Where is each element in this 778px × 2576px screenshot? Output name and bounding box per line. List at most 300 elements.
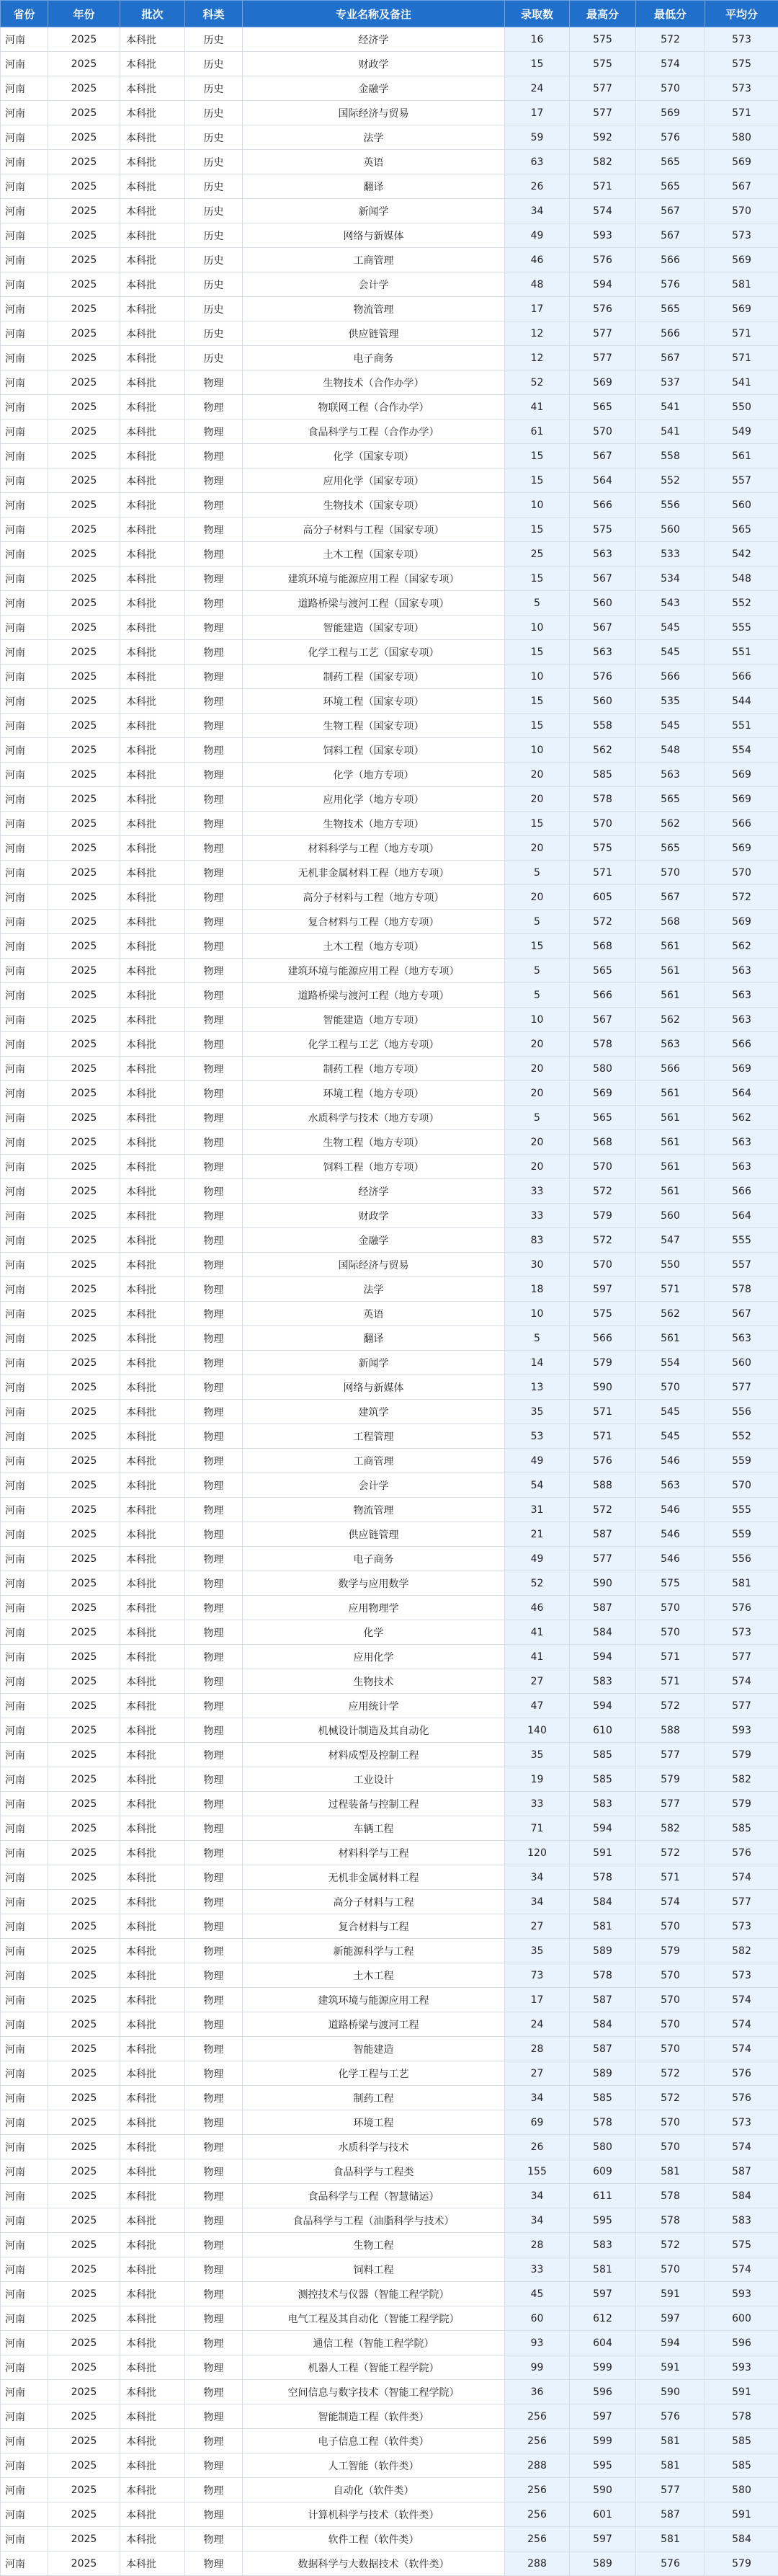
province-cell: 河南 — [1, 2331, 48, 2355]
lowest-score-cell: 569 — [636, 101, 705, 125]
average-score-cell: 563 — [705, 1130, 778, 1155]
subject-category-cell: 历史 — [185, 272, 243, 297]
lowest-score-cell: 574 — [636, 52, 705, 76]
batch-cell: 本科批 — [120, 174, 185, 199]
subject-category-cell: 物理 — [185, 2429, 243, 2453]
subject-category-cell: 历史 — [185, 101, 243, 125]
province-cell: 河南 — [1, 1473, 48, 1498]
year-cell: 2025 — [48, 395, 120, 419]
province-cell: 河南 — [1, 567, 48, 591]
average-score-cell: 562 — [705, 934, 778, 959]
year-cell: 2025 — [48, 2184, 120, 2208]
batch-cell: 本科批 — [120, 1057, 185, 1081]
subject-category-cell: 物理 — [185, 2551, 243, 2576]
table-row — [1, 2208, 778, 2233]
lowest-score-cell: 567 — [636, 885, 705, 910]
admitted-count-cell: 256 — [505, 2478, 570, 2502]
header-average-score: 平均分 — [705, 1, 778, 27]
subject-category-cell: 物理 — [185, 1081, 243, 1106]
average-score-cell: 542 — [705, 542, 778, 567]
admitted-count-cell: 15 — [505, 468, 570, 493]
year-cell: 2025 — [48, 321, 120, 346]
highest-score-cell: 575 — [570, 1302, 636, 1326]
subject-category-cell: 物理 — [185, 1890, 243, 1914]
subject-category-cell: 物理 — [185, 616, 243, 640]
province-cell: 河南 — [1, 1449, 48, 1473]
table-row — [1, 1204, 778, 1228]
admitted-count-cell: 83 — [505, 1228, 570, 1253]
subject-category-cell: 物理 — [185, 2012, 243, 2037]
province-cell: 河南 — [1, 2037, 48, 2061]
province-cell: 河南 — [1, 1865, 48, 1890]
lowest-score-cell: 560 — [636, 1204, 705, 1228]
province-cell: 河南 — [1, 1179, 48, 1204]
major-name-cell: 无机非金属材料工程（地方专项） — [243, 861, 505, 885]
average-score-cell: 583 — [705, 2208, 778, 2233]
lowest-score-cell: 571 — [636, 1865, 705, 1890]
major-name-cell: 供应链管理 — [243, 1522, 505, 1547]
highest-score-cell: 577 — [570, 101, 636, 125]
batch-cell: 本科批 — [120, 2208, 185, 2233]
year-cell: 2025 — [48, 1375, 120, 1400]
subject-category-cell: 历史 — [185, 223, 243, 248]
table-row — [1, 2429, 778, 2453]
lowest-score-cell: 572 — [636, 1694, 705, 1718]
major-name-cell: 财政学 — [243, 1204, 505, 1228]
subject-category-cell: 物理 — [185, 2135, 243, 2159]
highest-score-cell: 576 — [570, 248, 636, 272]
admitted-count-cell: 34 — [505, 1865, 570, 1890]
table-row — [1, 468, 778, 493]
batch-cell: 本科批 — [120, 493, 185, 518]
admitted-count-cell: 52 — [505, 1571, 570, 1596]
highest-score-cell: 596 — [570, 2380, 636, 2404]
admitted-count-cell: 61 — [505, 419, 570, 444]
year-cell: 2025 — [48, 2429, 120, 2453]
average-score-cell: 579 — [705, 1792, 778, 1816]
highest-score-cell: 595 — [570, 2453, 636, 2478]
lowest-score-cell: 565 — [636, 787, 705, 812]
batch-cell: 本科批 — [120, 738, 185, 763]
subject-category-cell: 物理 — [185, 763, 243, 787]
lowest-score-cell: 571 — [636, 1277, 705, 1302]
admitted-count-cell: 256 — [505, 2502, 570, 2527]
subject-category-cell: 物理 — [185, 1375, 243, 1400]
lowest-score-cell: 581 — [636, 2159, 705, 2184]
average-score-cell: 544 — [705, 689, 778, 714]
average-score-cell: 584 — [705, 2184, 778, 2208]
average-score-cell: 570 — [705, 199, 778, 223]
admitted-count-cell: 18 — [505, 1277, 570, 1302]
subject-category-cell: 物理 — [185, 1351, 243, 1375]
highest-score-cell: 579 — [570, 1204, 636, 1228]
highest-score-cell: 584 — [570, 1620, 636, 1645]
admitted-count-cell: 41 — [505, 1620, 570, 1645]
table-row — [1, 1522, 778, 1547]
admitted-count-cell: 17 — [505, 1988, 570, 2012]
lowest-score-cell: 570 — [636, 861, 705, 885]
batch-cell: 本科批 — [120, 861, 185, 885]
table-row — [1, 1155, 778, 1179]
lowest-score-cell: 587 — [636, 2502, 705, 2527]
highest-score-cell: 564 — [570, 468, 636, 493]
table-row — [1, 542, 778, 567]
admitted-count-cell: 20 — [505, 787, 570, 812]
subject-category-cell: 物理 — [185, 861, 243, 885]
subject-category-cell: 物理 — [185, 1228, 243, 1253]
year-cell: 2025 — [48, 2086, 120, 2110]
major-name-cell: 新能源科学与工程 — [243, 1939, 505, 1963]
major-name-cell: 化学工程与工艺（国家专项） — [243, 640, 505, 665]
table-row — [1, 1743, 778, 1767]
admitted-count-cell: 24 — [505, 76, 570, 101]
highest-score-cell: 589 — [570, 2061, 636, 2086]
table-row — [1, 223, 778, 248]
lowest-score-cell: 576 — [636, 125, 705, 150]
batch-cell: 本科批 — [120, 1522, 185, 1547]
average-score-cell: 573 — [705, 1963, 778, 1988]
table-row — [1, 1032, 778, 1057]
highest-score-cell: 578 — [570, 1032, 636, 1057]
year-cell: 2025 — [48, 444, 120, 468]
province-cell: 河南 — [1, 1375, 48, 1400]
province-cell: 河南 — [1, 1204, 48, 1228]
province-cell: 河南 — [1, 2306, 48, 2331]
major-name-cell: 自动化（软件类） — [243, 2478, 505, 2502]
highest-score-cell: 571 — [570, 861, 636, 885]
major-name-cell: 道路桥梁与渡河工程（地方专项） — [243, 983, 505, 1008]
highest-score-cell: 595 — [570, 2208, 636, 2233]
average-score-cell: 587 — [705, 2159, 778, 2184]
year-cell: 2025 — [48, 2110, 120, 2135]
table-row — [1, 395, 778, 419]
admitted-count-cell: 48 — [505, 272, 570, 297]
major-name-cell: 应用化学（国家专项） — [243, 468, 505, 493]
batch-cell: 本科批 — [120, 1277, 185, 1302]
admitted-count-cell: 27 — [505, 2061, 570, 2086]
major-name-cell: 食品科学与工程（油脂科学与技术） — [243, 2208, 505, 2233]
admitted-count-cell: 256 — [505, 2429, 570, 2453]
province-cell: 河南 — [1, 2551, 48, 2576]
batch-cell: 本科批 — [120, 1130, 185, 1155]
highest-score-cell: 587 — [570, 1522, 636, 1547]
lowest-score-cell: 562 — [636, 1302, 705, 1326]
year-cell: 2025 — [48, 150, 120, 174]
year-cell: 2025 — [48, 542, 120, 567]
average-score-cell: 582 — [705, 1767, 778, 1792]
admitted-count-cell: 52 — [505, 370, 570, 395]
admitted-count-cell: 46 — [505, 248, 570, 272]
highest-score-cell: 578 — [570, 787, 636, 812]
highest-score-cell: 589 — [570, 1939, 636, 1963]
lowest-score-cell: 578 — [636, 2184, 705, 2208]
lowest-score-cell: 561 — [636, 1081, 705, 1106]
year-cell: 2025 — [48, 2012, 120, 2037]
lowest-score-cell: 582 — [636, 1816, 705, 1841]
province-cell: 河南 — [1, 861, 48, 885]
year-cell: 2025 — [48, 1204, 120, 1228]
subject-category-cell: 物理 — [185, 959, 243, 983]
lowest-score-cell: 571 — [636, 1645, 705, 1669]
lowest-score-cell: 543 — [636, 591, 705, 616]
major-name-cell: 食品科学与工程（合作办学） — [243, 419, 505, 444]
batch-cell: 本科批 — [120, 2306, 185, 2331]
average-score-cell: 574 — [705, 2135, 778, 2159]
subject-category-cell: 物理 — [185, 1767, 243, 1792]
lowest-score-cell: 590 — [636, 2380, 705, 2404]
batch-cell: 本科批 — [120, 1645, 185, 1669]
table-row — [1, 885, 778, 910]
highest-score-cell: 572 — [570, 1179, 636, 1204]
subject-category-cell: 物理 — [185, 1914, 243, 1939]
admitted-count-cell: 10 — [505, 738, 570, 763]
year-cell: 2025 — [48, 1743, 120, 1767]
average-score-cell: 569 — [705, 763, 778, 787]
lowest-score-cell: 572 — [636, 2061, 705, 2086]
batch-cell: 本科批 — [120, 2453, 185, 2478]
highest-score-cell: 565 — [570, 959, 636, 983]
batch-cell: 本科批 — [120, 885, 185, 910]
major-name-cell: 供应链管理 — [243, 321, 505, 346]
admitted-count-cell: 46 — [505, 1596, 570, 1620]
year-cell: 2025 — [48, 27, 120, 52]
year-cell: 2025 — [48, 2257, 120, 2282]
table-row — [1, 1792, 778, 1816]
admitted-count-cell: 20 — [505, 1032, 570, 1057]
highest-score-cell: 589 — [570, 2551, 636, 2576]
subject-category-cell: 物理 — [185, 2233, 243, 2257]
subject-category-cell: 物理 — [185, 1449, 243, 1473]
batch-cell: 本科批 — [120, 959, 185, 983]
batch-cell: 本科批 — [120, 101, 185, 125]
table-row — [1, 1620, 778, 1645]
admitted-count-cell: 20 — [505, 836, 570, 861]
year-cell: 2025 — [48, 1865, 120, 1890]
lowest-score-cell: 550 — [636, 1253, 705, 1277]
table-row — [1, 444, 778, 468]
admitted-count-cell: 31 — [505, 1498, 570, 1522]
admitted-count-cell: 63 — [505, 150, 570, 174]
admitted-count-cell: 15 — [505, 689, 570, 714]
highest-score-cell: 568 — [570, 1130, 636, 1155]
province-cell: 河南 — [1, 370, 48, 395]
average-score-cell: 563 — [705, 1326, 778, 1351]
table-row — [1, 2037, 778, 2061]
highest-score-cell: 565 — [570, 1106, 636, 1130]
major-name-cell: 电气工程及其自动化（智能工程学院） — [243, 2306, 505, 2331]
year-cell: 2025 — [48, 591, 120, 616]
batch-cell: 本科批 — [120, 1155, 185, 1179]
highest-score-cell: 580 — [570, 1057, 636, 1081]
table-row — [1, 27, 778, 52]
highest-score-cell: 562 — [570, 738, 636, 763]
header-row — [1, 1, 778, 27]
table-row — [1, 2380, 778, 2404]
admitted-count-cell: 15 — [505, 567, 570, 591]
major-name-cell: 材料成型及控制工程 — [243, 1743, 505, 1767]
average-score-cell: 564 — [705, 1081, 778, 1106]
batch-cell: 本科批 — [120, 125, 185, 150]
year-cell: 2025 — [48, 2380, 120, 2404]
table-row — [1, 1767, 778, 1792]
admitted-count-cell: 5 — [505, 959, 570, 983]
table-row — [1, 2306, 778, 2331]
major-name-cell: 会计学 — [243, 272, 505, 297]
average-score-cell: 579 — [705, 1743, 778, 1767]
lowest-score-cell: 570 — [636, 76, 705, 101]
batch-cell: 本科批 — [120, 1326, 185, 1351]
lowest-score-cell: 561 — [636, 1106, 705, 1130]
major-name-cell: 测控技术与仪器（智能工程学院） — [243, 2282, 505, 2306]
admitted-count-cell: 34 — [505, 2086, 570, 2110]
average-score-cell: 557 — [705, 1253, 778, 1277]
subject-category-cell: 物理 — [185, 2478, 243, 2502]
table-row — [1, 1351, 778, 1375]
year-cell: 2025 — [48, 812, 120, 836]
major-name-cell: 材料科学与工程（地方专项） — [243, 836, 505, 861]
province-cell: 河南 — [1, 2110, 48, 2135]
average-score-cell: 600 — [705, 2306, 778, 2331]
subject-category-cell: 物理 — [185, 934, 243, 959]
province-cell: 河南 — [1, 2429, 48, 2453]
admitted-count-cell: 15 — [505, 444, 570, 468]
subject-category-cell: 物理 — [185, 542, 243, 567]
batch-cell: 本科批 — [120, 1179, 185, 1204]
province-cell: 河南 — [1, 1106, 48, 1130]
lowest-score-cell: 570 — [636, 2257, 705, 2282]
table-row — [1, 370, 778, 395]
province-cell: 河南 — [1, 248, 48, 272]
highest-score-cell: 572 — [570, 1498, 636, 1522]
province-cell: 河南 — [1, 1498, 48, 1522]
admitted-count-cell: 99 — [505, 2355, 570, 2380]
highest-score-cell: 597 — [570, 1277, 636, 1302]
average-score-cell: 573 — [705, 2110, 778, 2135]
subject-category-cell: 物理 — [185, 493, 243, 518]
highest-score-cell: 590 — [570, 1571, 636, 1596]
subject-category-cell: 物理 — [185, 591, 243, 616]
province-cell: 河南 — [1, 665, 48, 689]
batch-cell: 本科批 — [120, 1743, 185, 1767]
province-cell: 河南 — [1, 1571, 48, 1596]
major-name-cell: 生物工程（地方专项） — [243, 1130, 505, 1155]
average-score-cell: 576 — [705, 2061, 778, 2086]
year-cell: 2025 — [48, 1155, 120, 1179]
province-cell: 河南 — [1, 836, 48, 861]
table-row — [1, 1988, 778, 2012]
subject-category-cell: 物理 — [185, 1253, 243, 1277]
major-name-cell: 翻译 — [243, 1326, 505, 1351]
year-cell: 2025 — [48, 248, 120, 272]
average-score-cell: 569 — [705, 1057, 778, 1081]
admitted-count-cell: 33 — [505, 2257, 570, 2282]
admitted-count-cell: 5 — [505, 591, 570, 616]
major-name-cell: 应用物理学 — [243, 1596, 505, 1620]
province-cell: 河南 — [1, 1400, 48, 1424]
table-row — [1, 1890, 778, 1914]
subject-category-cell: 物理 — [185, 370, 243, 395]
major-name-cell: 金融学 — [243, 1228, 505, 1253]
batch-cell: 本科批 — [120, 297, 185, 321]
table-row — [1, 52, 778, 76]
highest-score-cell: 578 — [570, 1963, 636, 1988]
batch-cell: 本科批 — [120, 1914, 185, 1939]
table-row — [1, 1375, 778, 1400]
major-name-cell: 生物技术 — [243, 1669, 505, 1694]
table-row — [1, 1326, 778, 1351]
province-cell: 河南 — [1, 1277, 48, 1302]
average-score-cell: 570 — [705, 861, 778, 885]
province-cell: 河南 — [1, 2257, 48, 2282]
year-cell: 2025 — [48, 1326, 120, 1351]
batch-cell: 本科批 — [120, 1400, 185, 1424]
lowest-score-cell: 594 — [636, 2331, 705, 2355]
batch-cell: 本科批 — [120, 1816, 185, 1841]
lowest-score-cell: 561 — [636, 959, 705, 983]
subject-category-cell: 物理 — [185, 1620, 243, 1645]
average-score-cell: 563 — [705, 1155, 778, 1179]
batch-cell: 本科批 — [120, 395, 185, 419]
highest-score-cell: 563 — [570, 542, 636, 567]
major-name-cell: 财政学 — [243, 52, 505, 76]
table-row — [1, 419, 778, 444]
province-cell: 河南 — [1, 542, 48, 567]
province-cell: 河南 — [1, 101, 48, 125]
average-score-cell: 563 — [705, 983, 778, 1008]
subject-category-cell: 物理 — [185, 812, 243, 836]
lowest-score-cell: 561 — [636, 1130, 705, 1155]
highest-score-cell: 571 — [570, 1400, 636, 1424]
year-cell: 2025 — [48, 934, 120, 959]
year-cell: 2025 — [48, 2233, 120, 2257]
major-name-cell: 建筑环境与能源应用工程（国家专项） — [243, 567, 505, 591]
lowest-score-cell: 577 — [636, 1743, 705, 1767]
highest-score-cell: 597 — [570, 2527, 636, 2551]
table-body — [1, 27, 778, 2576]
highest-score-cell: 584 — [570, 1890, 636, 1914]
lowest-score-cell: 545 — [636, 640, 705, 665]
highest-score-cell: 587 — [570, 1988, 636, 2012]
highest-score-cell: 571 — [570, 174, 636, 199]
table-row — [1, 567, 778, 591]
province-cell: 河南 — [1, 1890, 48, 1914]
average-score-cell: 556 — [705, 1400, 778, 1424]
admitted-count-cell: 5 — [505, 1106, 570, 1130]
province-cell: 河南 — [1, 616, 48, 640]
header-admitted-count: 录取数 — [505, 1, 570, 27]
batch-cell: 本科批 — [120, 2110, 185, 2135]
lowest-score-cell: 556 — [636, 493, 705, 518]
lowest-score-cell: 560 — [636, 518, 705, 542]
average-score-cell: 577 — [705, 1645, 778, 1669]
province-cell: 河南 — [1, 1620, 48, 1645]
province-cell: 河南 — [1, 2453, 48, 2478]
province-cell: 河南 — [1, 468, 48, 493]
major-name-cell: 高分子材料与工程（国家专项） — [243, 518, 505, 542]
admitted-count-cell: 27 — [505, 1669, 570, 1694]
header-year: 年份 — [48, 1, 120, 27]
major-name-cell: 化学 — [243, 1620, 505, 1645]
highest-score-cell: 594 — [570, 272, 636, 297]
year-cell: 2025 — [48, 567, 120, 591]
province-cell: 河南 — [1, 2527, 48, 2551]
highest-score-cell: 585 — [570, 763, 636, 787]
year-cell: 2025 — [48, 1057, 120, 1081]
table-row — [1, 1473, 778, 1498]
major-name-cell: 建筑学 — [243, 1400, 505, 1424]
table-row — [1, 1841, 778, 1865]
average-score-cell: 576 — [705, 1596, 778, 1620]
